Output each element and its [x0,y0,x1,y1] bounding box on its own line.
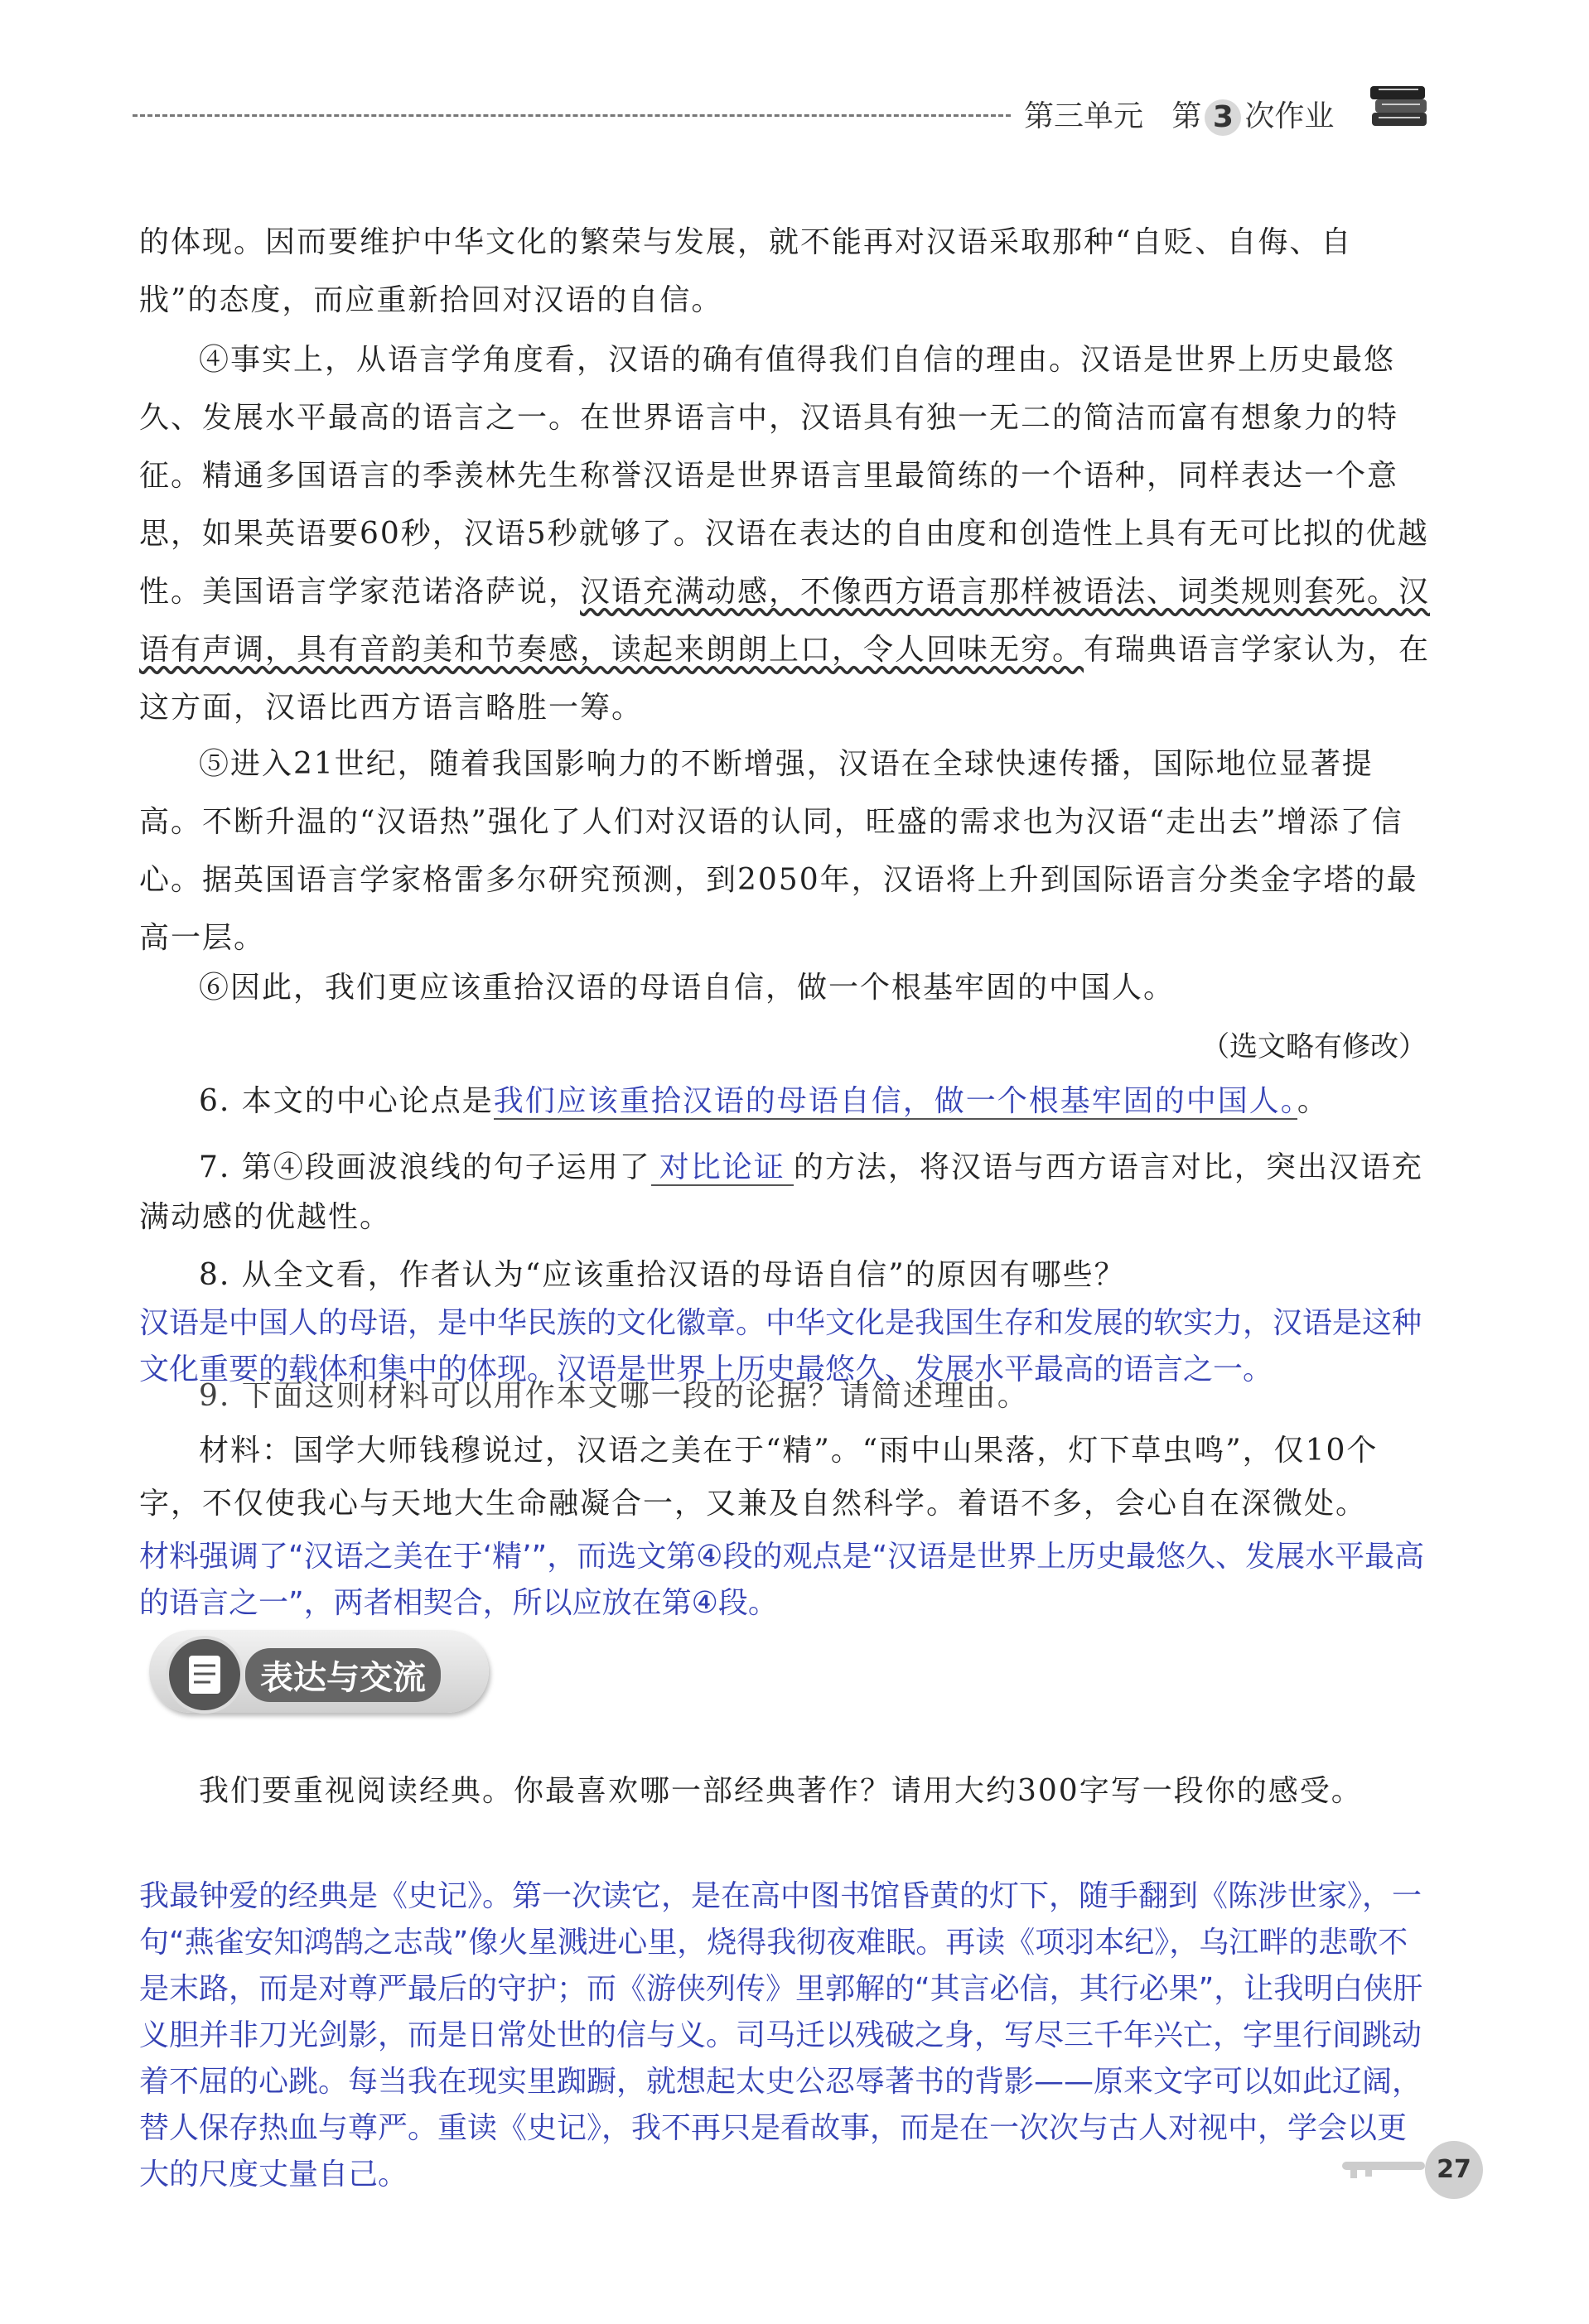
unit-label: 第三单元 [1024,99,1144,133]
q9-answer: 材料强调了“汉语之美在于‘精’”，而选文第④段的观点是“汉语是世界上历史最悠久、发展水平最高的语言之一”，两者相契合，所以应放在第④段。 [139,1540,1425,1620]
question-9: 9. 下面这则材料可以用作本文哪一段的论据？请简述理由。 [199,1379,1029,1413]
assignment-suffix: 次作业 [1244,99,1335,133]
assignment-prefix: 第 [1171,99,1202,133]
question-6 [139,1077,1432,1126]
paragraph-4-end: 有瑞典语言学家认为，在这方面，汉语比西方语言略胜一筹。 [139,633,1431,725]
header-unit [1024,93,1334,136]
header-dashed-line [133,114,1011,117]
q9-material: 材料：国学大师钱穆说过，汉语之美在于“精”。“雨中山果落，灯下草虫鸣”，仅10个字，不仅使我心与天地大生命融凝合一，又兼及自然科学。着语不多，会心自在深微处。 [139,1434,1379,1521]
paragraph-6: ⑥因此，我们更应该重拾汉语的母语自信，做一个根基牢固的中国人。 [199,971,1176,1005]
q6-suffix: 。 [1297,1084,1329,1118]
assignment-number: 3 [1205,99,1241,136]
q7-prefix: 7. 第④段画波浪线的句子运用了 [199,1150,651,1184]
q6-prefix: 6. 本文的中心论点是 [199,1084,494,1118]
page-number: 27 [1425,2141,1483,2199]
wavy-underlined-sentence: 汉语充满动感，不像西方语言那样被语法、词类规则套死。汉语有声调，具有音韵美和节奏感，读起来朗朗上口，令人回味无穷。 [139,575,1431,667]
question-8: 8. 从全文看，作者认为“应该重拾汉语的母语自信”的原因有哪些？ [199,1258,1126,1292]
q7-answer: 对比论证 [651,1150,794,1186]
key-icon [1342,2153,1433,2178]
section-title: 表达与交流 [245,1648,441,1702]
paragraph-5: ⑤进入21世纪，随着我国影响力的不断增强，汉语在全球快速传播，国际地位显著提高。不断升温的“汉语热”强化了人们对汉语的认同，旺盛的需求也为汉语“走出去”增添了信心。据英国语言学家格雷多尔研究预测，到2050年，汉语将上升到国际语言分类金字塔的最高一层。 [139,747,1418,955]
paragraph-3-tail: 的体现。因而要维护中华文化的繁荣与发展，就不能再对汉语采取那种“自贬、自侮、自戕”的态度，而应重新拾回对汉语的自信。 [139,225,1353,317]
paragraph-4-text: ④事实上，从语言学角度看，汉语的确有值得我们自信的理由。汉语是世界上历史最悠久、发展水平最高的语言之一。在世界语言中，汉语具有独一无二的简洁而富有想象力的特征。精通多国语言的季羡林先生称誉汉语是世界语言里最简练的一个语种，同样表达一个意思，如果英语要60秒，汉语5秒就够了。汉语在表达的自由度和创造性上具有无可比拟的优越性。美国语言学家范诺洛萨说， [139,343,1429,609]
books-icon [1367,80,1433,137]
essay-answer: 我最钟爱的经典是《史记》。第一次读它，是在高中图书馆昏黄的灯下，随手翻到《陈涉世家》，一句“燕雀安知鸿鹄之志哉”像火星溅进心里，烧得我彻夜难眠。再读《项羽本纪》，乌江畔的悲歌不是末路，而是对尊严最后的守护；而《游侠列传》里郭解的“其言必信，其行必果”，让我明白侠肝义胆并非刀光剑影，而是日常处世的信与义。司马迁以残破之身，写尽三千年兴亡，字里行间跳动着不屈的心跳。每当我在现实里踟蹰，就想起太史公忍辱著书的背影——原来文字可以如此辽阔，替人保存热血与尊严。重读《史记》，我不再只是看故事，而是在一次次与古人对视中，学会以更大的尺度丈量自己。 [139,1879,1423,2191]
q8-answer: 汉语是中国人的母语，是中华民族的文化徽章。中华文化是我国生存和发展的软实力，汉语是这种文化重要的载体和集中的体现。汉语是世界上历史最悠久、发展水平最高的语言之一。 [139,1306,1422,1386]
question-7 [139,1143,1432,1242]
q7-suffix: 的方法，将汉语与西方语言对比，突出汉语充满动感的优越性。 [139,1150,1423,1234]
writing-prompt: 我们要重视阅读经典。你最喜欢哪一部经典著作？请用大约300字写一段你的感受。 [199,1774,1363,1808]
notepad-icon [166,1636,244,1714]
paragraph-4 [139,331,1432,737]
source-note: （选文略有修改） [1201,1030,1427,1063]
q6-answer: 我们应该重拾汉语的母语自信，做一个根基牢固的中国人。 [493,1084,1297,1118]
